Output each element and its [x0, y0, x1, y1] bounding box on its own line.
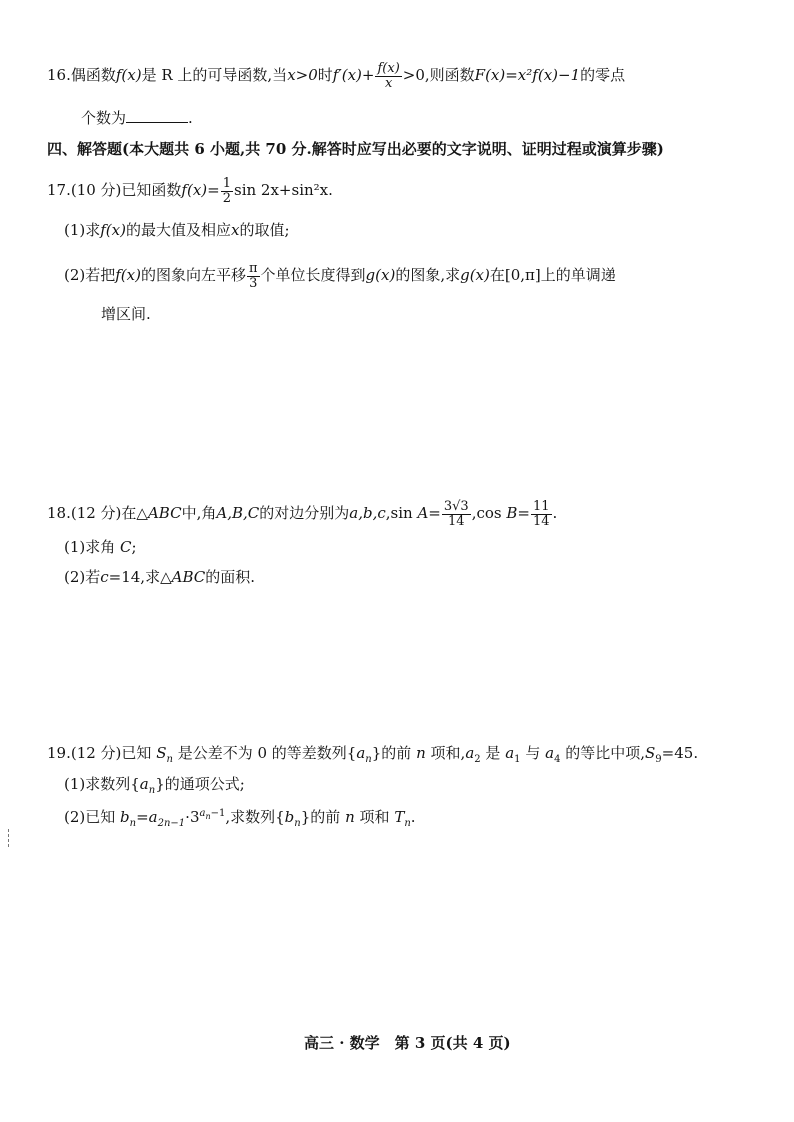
q17-head: [47, 177, 333, 205]
q17-math: x: [230, 221, 240, 239]
q18-text: =14,求△: [108, 568, 172, 586]
q16-text: 16.偶函数: [47, 66, 116, 85]
q19-text: (1)求数列{: [64, 775, 140, 793]
q18-math: ABC: [171, 568, 206, 586]
margin-mark: [8, 829, 10, 847]
fraction-denominator: x: [375, 76, 401, 91]
q18-text: ,cos: [471, 504, 502, 523]
q19-text: ·3: [185, 808, 200, 826]
q19-text: }的前: [300, 808, 341, 826]
q16-text: 时: [317, 66, 333, 85]
q16-math: F(x)=x²f(x)−1: [474, 66, 581, 85]
q18-text: ,sin: [385, 504, 413, 523]
q19-text: 是: [485, 744, 501, 762]
q16-math: f′(x)+: [332, 66, 375, 85]
q18-part2: [64, 570, 255, 585]
q17-math: g(x): [460, 266, 490, 285]
q19-subscript: n: [129, 818, 137, 829]
q19-math: a: [148, 808, 158, 826]
q17-text: 的最大值及相应: [125, 221, 231, 239]
q18-text: 的对边分别为: [259, 504, 350, 523]
q18-math: A,B,C: [216, 504, 260, 523]
q17-text: sin 2x+sin²x.: [234, 181, 333, 200]
q18-text: (1)求角: [64, 538, 116, 556]
answer-blank[interactable]: [126, 108, 188, 123]
q19-math: T: [394, 808, 405, 826]
q17-part1: [64, 223, 290, 238]
fraction-denominator: 3: [247, 276, 260, 291]
q16-math: x>0: [287, 66, 318, 85]
q19-subscript: n: [294, 818, 301, 829]
q19-text: 19.(12 分)已知: [47, 744, 152, 762]
q19-math: S: [645, 744, 656, 762]
q16-text: .: [188, 109, 193, 127]
q19-text: =: [136, 808, 149, 826]
q17-math: g(x): [365, 266, 396, 285]
fraction-numerator: f(x): [377, 61, 400, 76]
q16-text: 个数为: [81, 109, 127, 127]
q19-math: a: [356, 744, 366, 762]
q19-text: ,求数列{: [225, 808, 285, 826]
q19-subscript: 9: [655, 754, 662, 765]
q18-text: 18.(12 分)在△: [47, 504, 148, 523]
q17-math: f(x): [181, 181, 208, 200]
fraction-denominator: 2: [222, 190, 231, 206]
q19-math: n: [416, 744, 426, 762]
page-footer: 高三 · 数学 第 3 页(共 4 页): [304, 1034, 511, 1052]
q19-text: .: [410, 808, 416, 826]
q18-math: c: [100, 568, 109, 586]
q17-text: 17.(10 分)已知函数: [47, 181, 182, 200]
fraction-numerator: 1: [222, 176, 231, 191]
q16-text: >0,则函数: [402, 66, 475, 85]
q19-subscript: 2n−1: [157, 818, 186, 829]
q19-text: (2)已知: [64, 808, 116, 826]
q19-math: a: [505, 744, 515, 762]
q19-text: =45.: [661, 744, 699, 762]
q17-part2-cont: [101, 307, 151, 322]
q17-fraction: [247, 262, 260, 290]
exponent-subscript: n: [205, 812, 211, 821]
q18-part1: [64, 540, 137, 555]
q19-subscript: 1: [514, 754, 521, 765]
q18-math: B: [506, 504, 518, 523]
q19-exponent: [199, 808, 225, 819]
q19-math: a: [139, 775, 149, 793]
q17-fraction: [221, 177, 233, 205]
q16-fraction: [375, 62, 401, 90]
q19-text: 项和,: [430, 744, 466, 762]
q18-math: C: [120, 538, 132, 556]
q19-text: 项和: [359, 808, 390, 826]
q18-text: =: [517, 504, 530, 523]
q18-math: ABC: [147, 504, 182, 523]
q18-text: 的面积.: [205, 568, 256, 586]
q19-math: b: [284, 808, 295, 826]
q19-math: S: [156, 744, 167, 762]
q18-math: A: [417, 504, 429, 523]
q17-math: f(x): [100, 221, 126, 239]
q19-subscript: n: [404, 818, 411, 829]
q19-math: n: [345, 808, 355, 826]
q16-text: 是 R 上的可导函数,当: [141, 66, 288, 85]
q17-text: 增区间.: [101, 305, 151, 323]
q19-math: a: [545, 744, 555, 762]
q19-part1: [64, 775, 245, 796]
q17-text: 在[0,π]上的单调递: [489, 266, 616, 285]
q16-math: f(x): [115, 66, 142, 85]
q19-text: 与: [525, 744, 541, 762]
q18-head: [47, 500, 557, 528]
q19-subscript: 4: [554, 754, 561, 765]
q19-subscript: n: [166, 754, 173, 765]
q17-text: 的取值;: [239, 221, 290, 239]
q19-subscript: n: [148, 785, 156, 796]
q19-math: a: [465, 744, 475, 762]
q16-text: 的零点: [580, 66, 626, 85]
q17-text: =: [207, 181, 220, 200]
q19-text: 是公差不为 0 的等差数列{: [177, 744, 357, 762]
q17-math: f(x): [115, 266, 141, 285]
q17-part2: [64, 262, 616, 290]
q18-text: (2)若: [64, 568, 101, 586]
q17-text: 的图象,求: [395, 266, 461, 285]
q17-text: 的图象向左平移: [140, 266, 246, 285]
fraction-numerator: 11: [533, 499, 550, 514]
fraction-denominator: 14: [533, 513, 550, 529]
q18-text: 中,角: [181, 504, 217, 523]
section-heading: 四、解答题(本大题共 6 小题,共 70 分.解答时应写出必要的文字说明、证明过程或演算步骤): [47, 140, 664, 158]
q16-line1: [47, 62, 625, 90]
q19-text: 的等比中项,: [565, 744, 646, 762]
q17-text: 个单位长度得到: [260, 266, 366, 285]
q18-fraction-sinA: [442, 500, 471, 528]
fraction-denominator: 14: [442, 514, 471, 529]
q16-line2: [81, 108, 193, 126]
q18-text: ;: [131, 538, 137, 556]
q18-text: .: [552, 504, 558, 523]
q19-math: b: [120, 808, 130, 826]
q17-text: (2)若把: [64, 266, 116, 285]
q19-subscript: 2: [474, 754, 481, 765]
q19-text: }的通项公式;: [155, 775, 245, 793]
q18-text: =: [428, 504, 441, 523]
q18-fraction-cosB: [531, 500, 552, 528]
exponent-base: a: [199, 808, 206, 819]
q19-subscript: n: [365, 754, 372, 765]
exponent-tail: −1: [210, 808, 226, 819]
q19-head: [47, 744, 699, 765]
fraction-numerator: π: [248, 261, 258, 276]
q19-part2: [64, 808, 416, 829]
q17-text: (1)求: [64, 221, 101, 239]
q18-math: a,b,c: [349, 504, 386, 523]
fraction-numerator: 3√3: [443, 499, 469, 514]
q19-text: }的前: [371, 744, 412, 762]
